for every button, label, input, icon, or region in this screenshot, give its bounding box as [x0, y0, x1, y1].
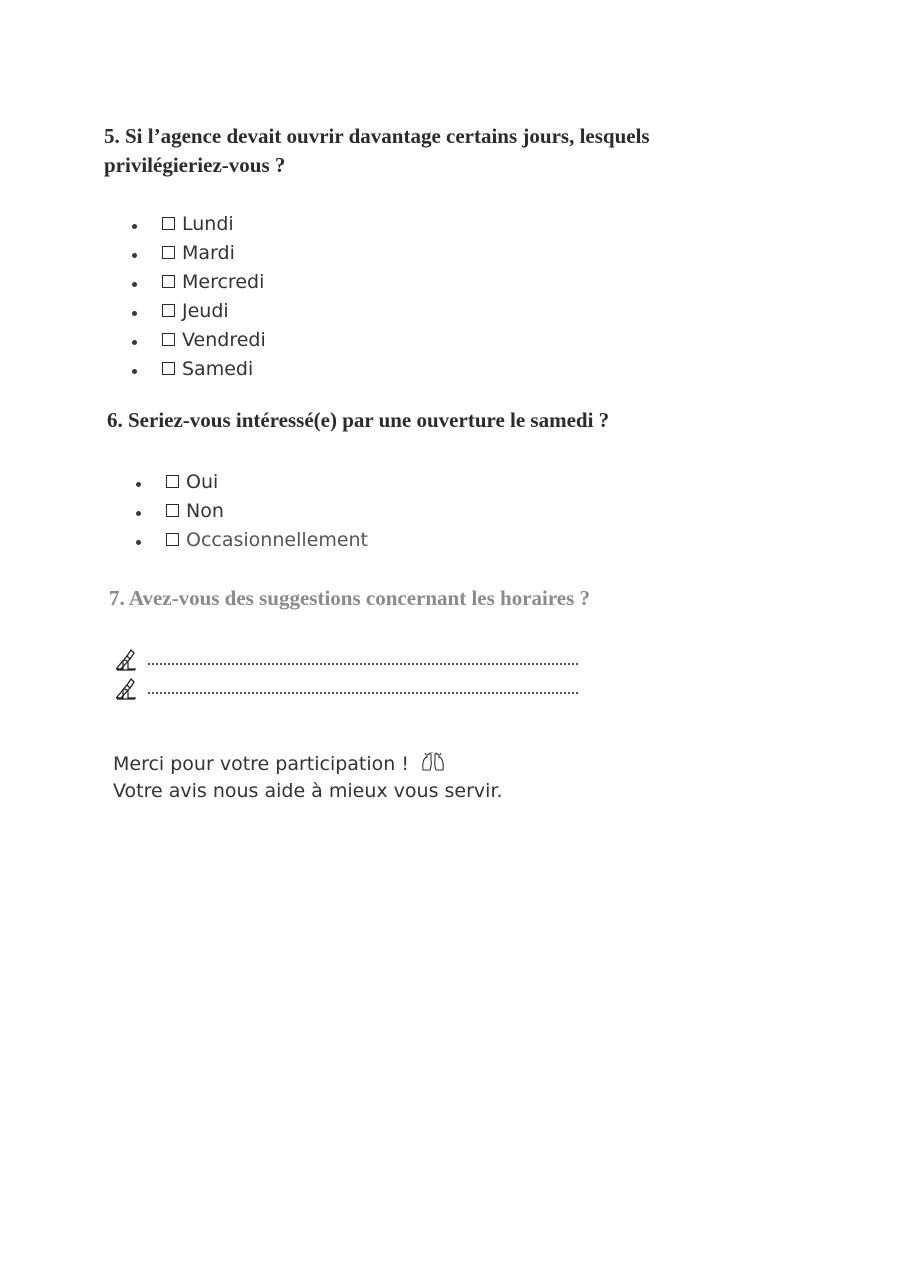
option-item — [136, 497, 456, 526]
option-label: Jeudi — [182, 300, 229, 322]
dotted-line — [148, 692, 578, 694]
option-label: Lundi — [182, 213, 234, 235]
writing-hand-icon — [114, 647, 138, 671]
option-label: Vendredi — [182, 329, 266, 351]
option-item — [136, 468, 456, 497]
writing-hand-icon — [114, 676, 138, 700]
option-item — [132, 326, 432, 355]
question-6-options — [136, 468, 456, 555]
question-6-title: 6. Seriez-vous intéressé(e) par une ouverture le samedi ? — [107, 408, 610, 432]
bullet-icon — [132, 311, 137, 316]
option-item — [132, 239, 432, 268]
answer-line-2[interactable] — [114, 676, 584, 702]
option-label: Occasionnellement — [186, 529, 369, 551]
bullet-icon — [132, 253, 137, 258]
thanks-message — [113, 750, 445, 778]
dotted-line — [148, 663, 578, 665]
option-item — [132, 210, 432, 239]
question-5-options — [132, 210, 432, 384]
checkbox-oui[interactable] — [166, 475, 179, 488]
option-label: Samedi — [182, 358, 254, 380]
raised-hands-icon — [421, 752, 445, 772]
bullet-icon — [136, 540, 141, 545]
option-label: Oui — [186, 471, 219, 493]
checkbox-samedi[interactable] — [162, 362, 175, 375]
bullet-icon — [132, 340, 137, 345]
bullet-icon — [132, 224, 137, 229]
question-7-title: 7. Avez-vous des suggestions concernant les horaires ? — [109, 586, 591, 610]
thanks-text: Merci pour votre participation ! — [113, 753, 409, 775]
bullet-icon — [136, 482, 141, 487]
bullet-icon — [132, 282, 137, 287]
checkbox-lundi[interactable] — [162, 217, 175, 230]
checkbox-jeudi[interactable] — [162, 304, 175, 317]
option-label: Non — [186, 500, 224, 522]
option-label: Mercredi — [182, 271, 265, 293]
option-label: Mardi — [182, 242, 235, 264]
option-item — [132, 268, 432, 297]
bullet-icon — [136, 511, 141, 516]
checkbox-vendredi[interactable] — [162, 333, 175, 346]
option-item — [132, 297, 432, 326]
option-item — [132, 355, 432, 384]
question-5-title: 5. Si l’agence devait ouvrir davantage certains jours, lesquels privilégieriez-vous ? — [104, 124, 650, 177]
bullet-icon — [132, 369, 137, 374]
closing-note: Votre avis nous aide à mieux vous servir. — [113, 780, 503, 802]
checkbox-non[interactable] — [166, 504, 179, 517]
checkbox-mardi[interactable] — [162, 246, 175, 259]
checkbox-occasionnellement[interactable] — [166, 533, 179, 546]
answer-line-1[interactable] — [114, 647, 584, 673]
option-item — [136, 526, 456, 555]
checkbox-mercredi[interactable] — [162, 275, 175, 288]
